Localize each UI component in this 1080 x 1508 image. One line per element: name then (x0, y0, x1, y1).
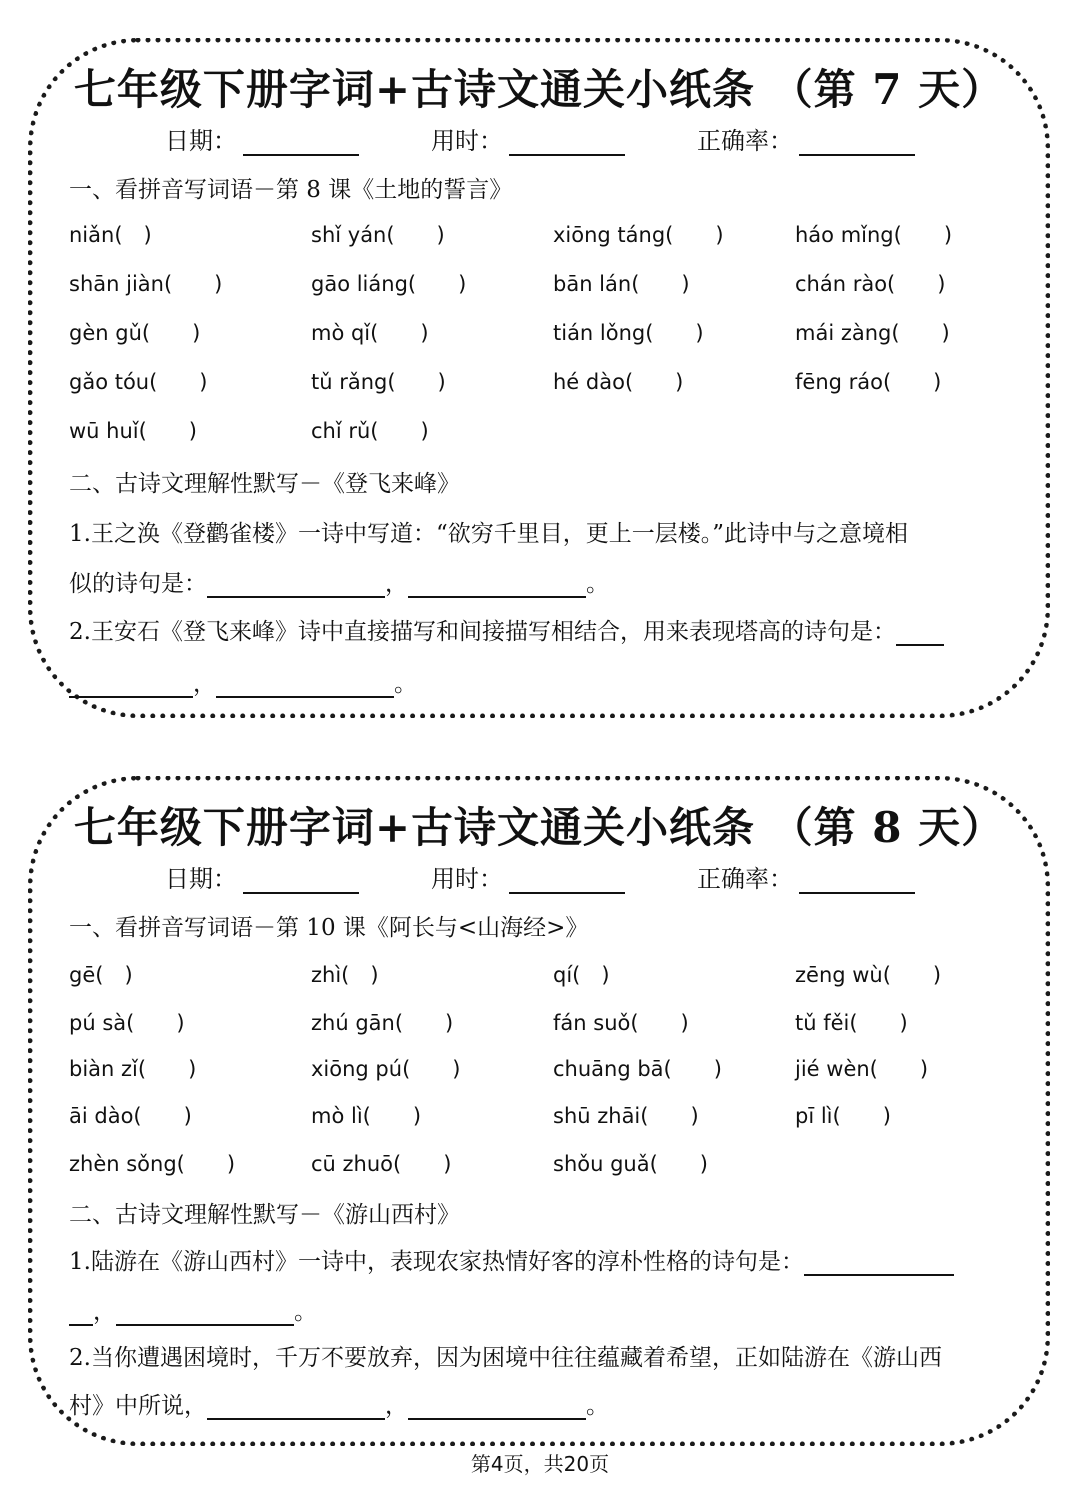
pinyin-item: tián lǒng( ) (553, 321, 704, 345)
time-used-field: 用时： (431, 121, 625, 156)
pinyin-item: fán suǒ( ) (553, 1011, 689, 1035)
pinyin-item: tǔ fěi( ) (795, 1011, 908, 1035)
question-1-text: 1.王之涣《登鹳雀楼》一诗中写道：“欲穷千里目，更上一层楼。”此诗中与之意境相 (69, 521, 908, 547)
pinyin-item: biàn zǐ( ) (69, 1057, 197, 1081)
pinyin-item: shū zhāi( ) (553, 1104, 699, 1128)
pinyin-item: wū huǐ( ) (69, 419, 197, 443)
pinyin-item: bān lán( ) (553, 272, 690, 296)
card-title: 七年级下册字词+古诗文通关小纸条 （第 7 天） (73, 65, 1005, 114)
accuracy-field: 正确率： (697, 121, 915, 156)
section-heading-poetry: 二、古诗文理解性默写－《登飞来峰》 (69, 471, 460, 497)
pinyin-item: gāo liáng( ) (311, 272, 467, 296)
pinyin-item: chǐ rǔ( ) (311, 419, 429, 443)
pinyin-item: pú sà( ) (69, 1011, 185, 1035)
question-2-text: 2.当你遭遇困境时，千万不要放弃，因为困境中往往蕴藏着希望，正如陆游在《游山西 (69, 1345, 942, 1371)
pinyin-item: zēng wù( ) (795, 963, 942, 987)
accuracy-field: 正确率： (697, 859, 915, 894)
question-2-answer-line: ， 。 (69, 665, 417, 698)
pinyin-item: jié wèn( ) (795, 1057, 929, 1081)
pinyin-item: gē( ) (69, 963, 133, 987)
pinyin-item: chuāng bā( ) (553, 1057, 722, 1081)
pinyin-item: pī lì( ) (795, 1104, 891, 1128)
question-1-answer-line: 似的诗句是： ， 。 (69, 571, 609, 597)
question-2-answer-line: 村》中所说， ， 。 (69, 1393, 609, 1419)
time-used-field: 用时： (431, 859, 625, 894)
question-2-text: 2.王安石《登飞来峰》诗中直接描写和间接描写相结合，用来表现塔高的诗句是： (69, 613, 944, 646)
section-heading-poetry: 二、古诗文理解性默写－《游山西村》 (69, 1202, 460, 1228)
page-footer: 第4页，共20页 (470, 1452, 610, 1476)
pinyin-item: hé dào( ) (553, 370, 684, 394)
pinyin-item: niǎn( ) (69, 223, 152, 247)
pinyin-item: xiōng táng( ) (553, 223, 724, 247)
worksheet-card-day8 (28, 776, 1050, 1446)
pinyin-item: shān jiàn( ) (69, 272, 223, 296)
pinyin-item: zhèn sǒng( ) (69, 1152, 236, 1176)
section-heading-pinyin: 一、看拼音写词语－第 10 课《阿长与<山海经>》 (69, 915, 589, 941)
pinyin-item: xiōng pú( ) (311, 1057, 461, 1081)
pinyin-item: fēng ráo( ) (795, 370, 942, 394)
worksheet-card-day7 (28, 38, 1050, 718)
pinyin-item: mò lì( ) (311, 1104, 422, 1128)
pinyin-item: gèn gǔ( ) (69, 321, 201, 345)
pinyin-item: shǒu guǎ( ) (553, 1152, 708, 1176)
pinyin-item: háo mǐng( ) (795, 223, 953, 247)
pinyin-item: mò qǐ( ) (311, 321, 429, 345)
pinyin-item: chán rào( ) (795, 272, 946, 296)
pinyin-item: gǎo tóu( ) (69, 370, 208, 394)
card-title: 七年级下册字词+古诗文通关小纸条 （第 8 天） (73, 803, 1005, 852)
pinyin-item: zhì( ) (311, 963, 379, 987)
question-1-answer-line: ， 。 (69, 1293, 317, 1326)
pinyin-item: shǐ yán( ) (311, 223, 445, 247)
pinyin-item: āi dào( ) (69, 1104, 192, 1128)
pinyin-item: qí( ) (553, 963, 610, 987)
pinyin-item: mái zàng( ) (795, 321, 950, 345)
section-heading-pinyin: 一、看拼音写词语－第 8 课《土地的誓言》 (69, 177, 513, 203)
date-field: 日期： (165, 121, 359, 156)
pinyin-item: zhú gān( ) (311, 1011, 454, 1035)
question-1-text: 1.陆游在《游山西村》一诗中，表现农家热情好客的淳朴性格的诗句是： (69, 1243, 954, 1276)
date-field: 日期： (165, 859, 359, 894)
pinyin-item: cū zhuō( ) (311, 1152, 452, 1176)
pinyin-item: tǔ rǎng( ) (311, 370, 446, 394)
